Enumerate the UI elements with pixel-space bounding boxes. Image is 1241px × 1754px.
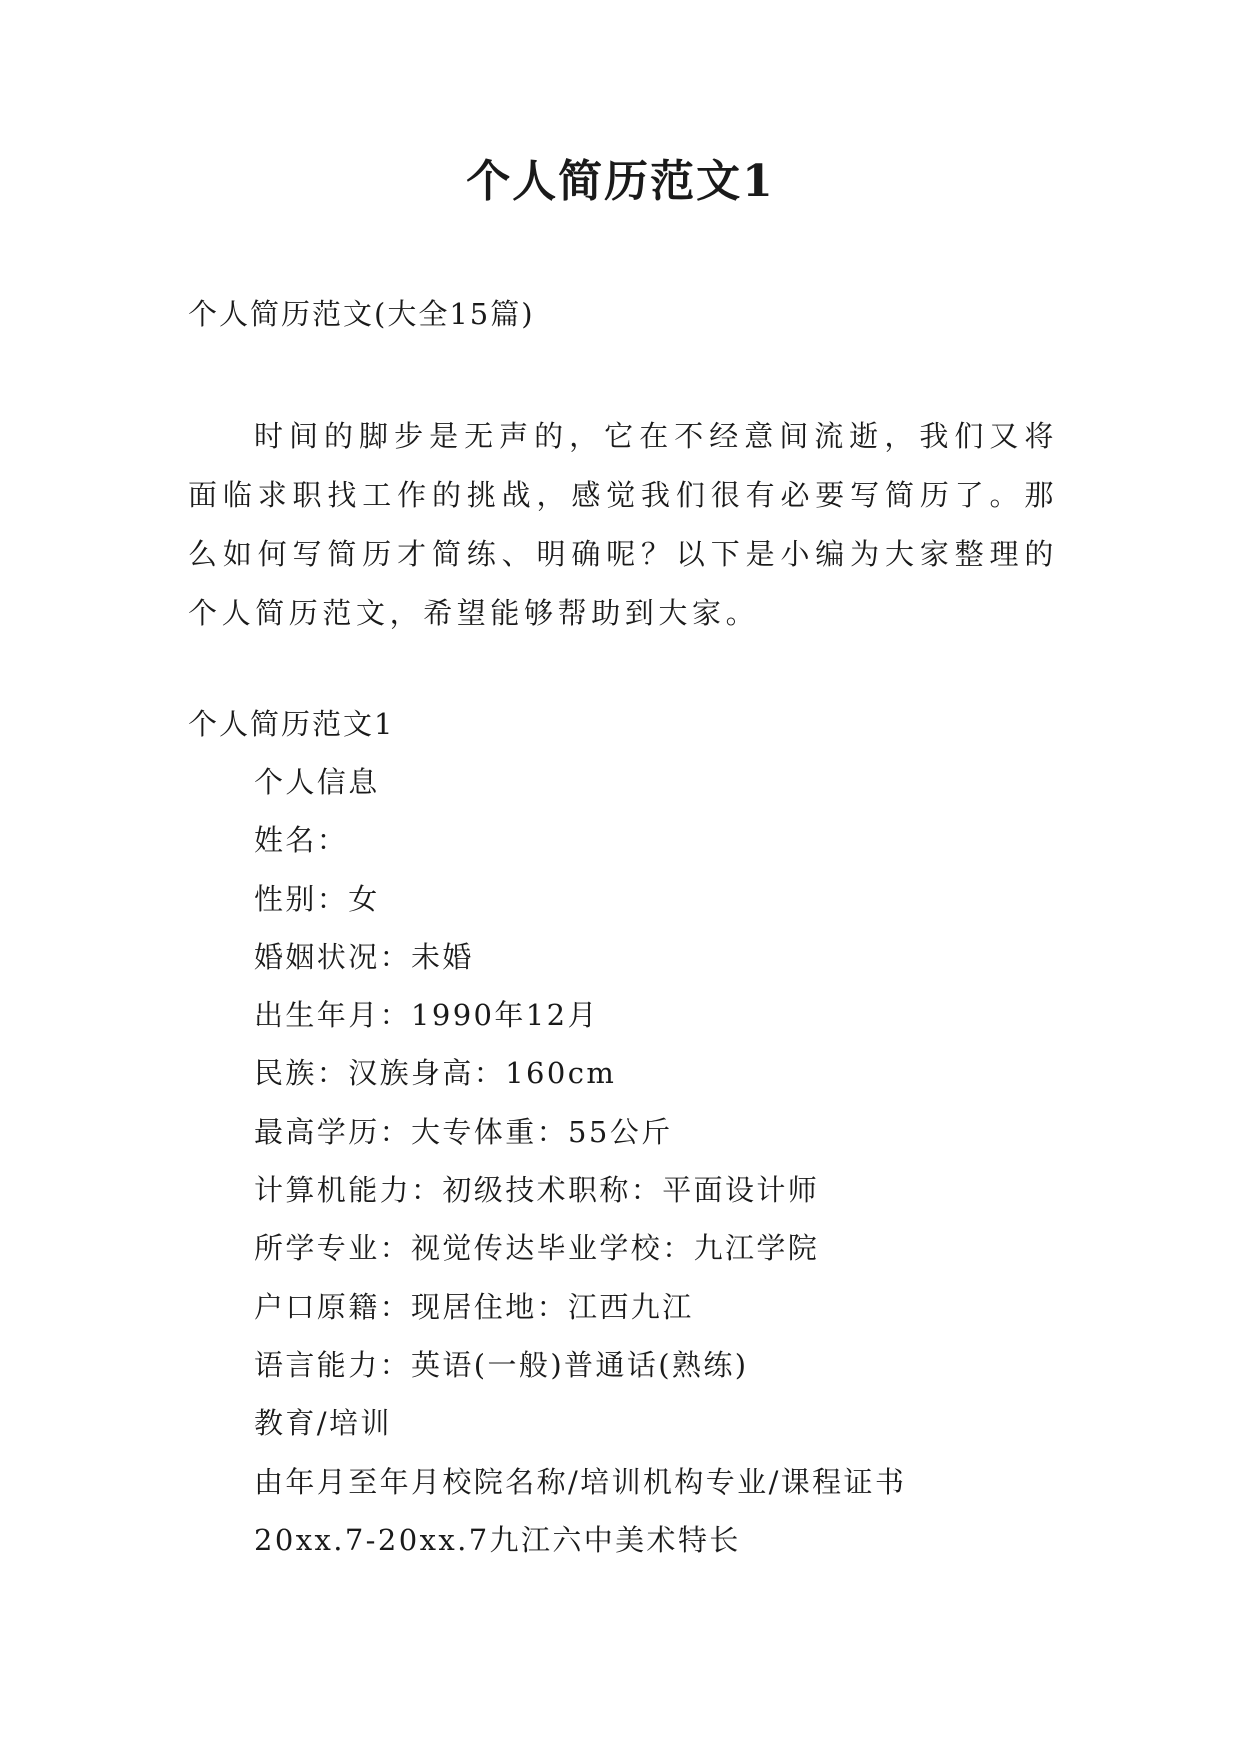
- resume-line-personal-info-heading: 个人信息: [254, 765, 380, 799]
- resume-line-hometown-residence: 户口原籍：现居住地：江西九江: [254, 1289, 694, 1324]
- resume-line-education-heading: 教育/培训: [254, 1406, 392, 1441]
- resume-line-gender: 性别：女: [254, 881, 380, 916]
- resume-line-major-school: 所学专业：视觉传达毕业学校：九江学院: [254, 1231, 820, 1266]
- resume-line-languages: 语言能力：英语(一般)普通话(熟练): [254, 1347, 749, 1382]
- resume-line-ethnicity-height: 民族：汉族身高：160cm: [254, 1056, 617, 1091]
- resume-line-birth-date: 出生年月：1990年12月: [254, 998, 599, 1033]
- document-title: 个人简历范文1: [466, 156, 775, 207]
- resume-line-education-columns: 由年月至年月校院名称/培训机构专业/课程证书: [254, 1464, 907, 1499]
- resume-line-education-weight: 最高学历：大专体重：55公斤: [254, 1114, 673, 1149]
- resume-line-marital-status: 婚姻状况：未婚: [254, 939, 474, 974]
- resume-line-name: 姓名：: [254, 823, 349, 858]
- resume-line-education-entry: 20xx.7-20xx.7九江六中美术特长: [254, 1522, 741, 1557]
- resume-lines: [254, 762, 906, 1578]
- section-heading: 个人简历范文1: [188, 707, 395, 741]
- document-subtitle: 个人简历范文(大全15篇): [188, 297, 535, 331]
- intro-paragraph: 时间的脚步是无声的，它在不经意间流逝，我们又将面临求职找工作的挑战，感觉我们很有必要写简历了。那么如何写简历才简练、明确呢？以下是小编为大家整理的个人简历范文，希望能够帮助到大家。: [188, 419, 1058, 630]
- resume-line-computer-skill-title: 计算机能力：初级技术职称：平面设计师: [254, 1173, 820, 1208]
